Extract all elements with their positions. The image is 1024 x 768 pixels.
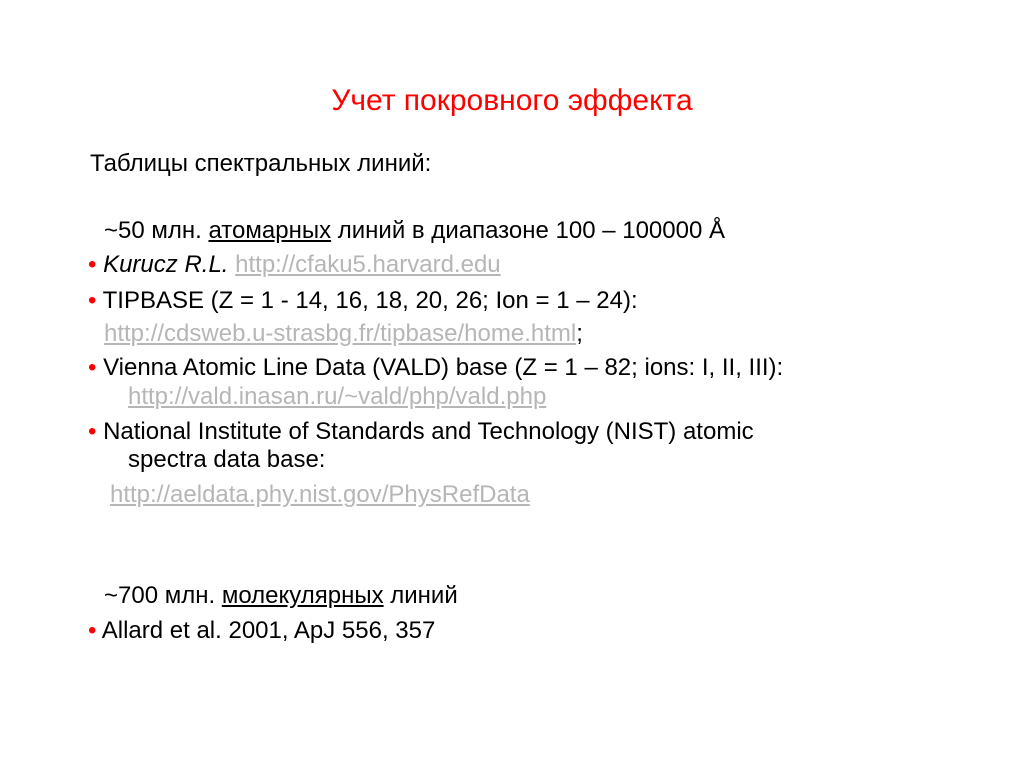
molecular-suffix: линий (383, 582, 458, 609)
list-item-tipbase (88, 287, 638, 315)
kurucz-link[interactable]: http://cfaku5.harvard.edu (235, 251, 501, 278)
tipbase-link-b[interactable]: tipbase/home.html (380, 320, 577, 347)
bullet-icon: • (88, 354, 97, 381)
nist-link[interactable]: http://aeldata.phy.nist.gov/PhysRefData (110, 481, 530, 508)
molecular-emph: молекулярных (221, 582, 384, 609)
vald-link-line (128, 383, 546, 411)
allard-text: Allard et al. 2001, ApJ 556, 357 (101, 617, 436, 644)
atomic-heading (104, 217, 725, 245)
bullet-icon: • (88, 287, 97, 314)
vald-text: Vienna Atomic Line Data (VALD) base (Z = 1 – 82; ions: I, II, III): (103, 354, 784, 381)
nist-link-line (110, 481, 530, 509)
tipbase-link-line (104, 320, 583, 348)
bullet-icon: • (88, 251, 97, 278)
list-item-allard (88, 617, 435, 645)
tipbase-after: ; (576, 320, 583, 347)
kurucz-text: Kurucz R.L. (103, 251, 229, 278)
subtitle: Таблицы спектральных линий: (90, 150, 432, 177)
list-item-kurucz (88, 251, 501, 279)
list-item-vald (88, 354, 783, 382)
bullet-icon: • (88, 418, 97, 445)
molecular-heading (104, 582, 458, 610)
nist-text-2: spectra data base: (128, 446, 326, 473)
vald-link[interactable]: http://vald.inasan.ru/~vald/php/vald.php (128, 383, 547, 410)
molecular-prefix: ~700 млн. (104, 582, 222, 609)
atomic-emph: атомарных (208, 217, 332, 244)
atomic-suffix: линий в диапазоне 100 – 100000 Å (331, 217, 725, 244)
tipbase-link-a[interactable]: http://cdsweb.u-strasbg.fr/ (104, 320, 381, 347)
slide-title: Учет покровного эффекта (331, 84, 693, 117)
list-item-nist (88, 418, 754, 446)
bullet-icon: • (88, 617, 97, 644)
tipbase-text: TIPBASE (Z = 1 - 14, 16, 18, 20, 26; Ion = 1 – 24): (102, 287, 638, 314)
nist-text-1: National Institute of Standards and Technology (NIST) atomic (103, 418, 754, 445)
atomic-prefix: ~50 млн. (104, 217, 209, 244)
